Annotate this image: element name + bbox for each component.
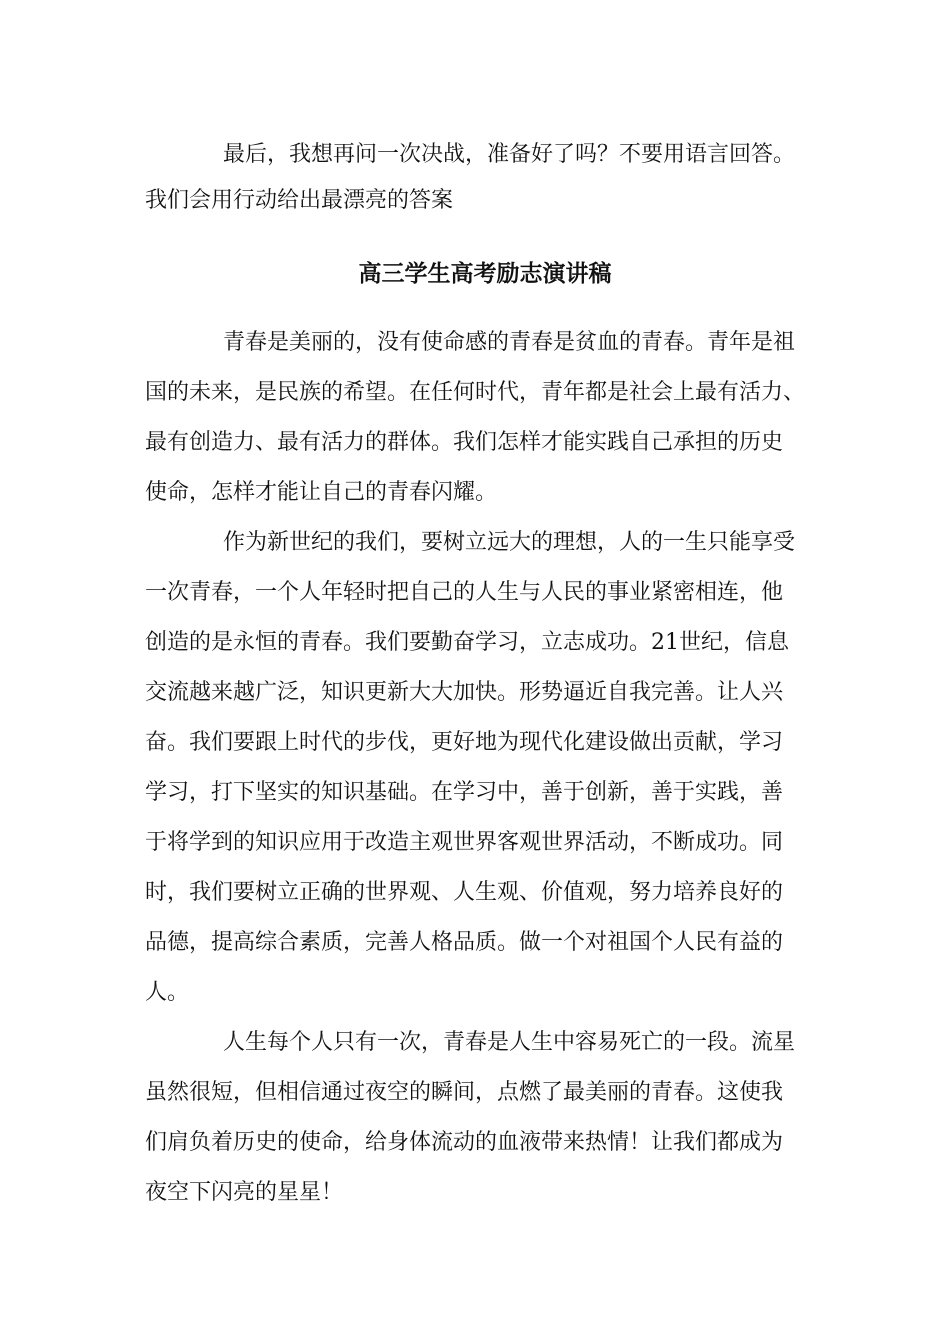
paragraph-line: 虽然很短，但相信通过夜空的瞬间，点燃了最美丽的青春。这使我 (145, 1080, 784, 1105)
paragraph-line: 创造的是永恒的青春。我们要勤奋学习，立志成功。21世纪，信息 (145, 630, 789, 655)
paragraph-line: 使命，怎样才能让自己的青春闪耀。 (145, 480, 498, 505)
paragraph-line: 国的未来，是民族的希望。在任何时代，青年都是社会上最有活力、 (145, 380, 806, 405)
paragraph-line: 人。 (145, 980, 190, 1005)
paragraph-line: 们肩负着历史的使命，给身体流动的血液带来热情！让我们都成为 (145, 1130, 784, 1155)
paragraph-line: 人生每个人只有一次，青春是人生中容易死亡的一段。流星 (223, 1030, 796, 1055)
paragraph-line: 于将学到的知识应用于改造主观世界客观世界活动，不断成功。同 (145, 830, 784, 855)
paragraph-line: 时，我们要树立正确的世界观、人生观、价值观，努力培养良好的 (145, 880, 784, 905)
paragraph-line: 一次青春，一个人年轻时把自己的人生与人民的事业紧密相连，他 (145, 580, 784, 605)
paragraph-line: 夜空下闪亮的星星！ (145, 1180, 344, 1205)
paragraph-line: 学习，打下坚实的知识基础。在学习中，善于创新，善于实践，善 (145, 780, 784, 805)
paragraph-line: 青春是美丽的，没有使命感的青春是贫血的青春。青年是祖 (223, 330, 796, 355)
paragraph-line: 最后，我想再问一次决战，准备好了吗？不要用语言回答。 (223, 142, 796, 167)
paragraph-line: 奋。我们要跟上时代的步伐，更好地为现代化建设做出贡献，学习 (145, 730, 784, 755)
paragraph-line: 交流越来越广泛，知识更新大大加快。形势逼近自我完善。让人兴 (145, 680, 784, 705)
paragraph-line: 品德，提高综合素质，完善人格品质。做一个对祖国个人民有益的 (145, 930, 784, 955)
paragraph-line: 最有创造力、最有活力的群体。我们怎样才能实践自己承担的历史 (145, 430, 784, 455)
paragraph-line: 我们会用行动给出最漂亮的答案 (145, 188, 454, 213)
paragraph-line: 作为新世纪的我们，要树立远大的理想，人的一生只能享受 (223, 530, 796, 555)
page-title: 高三学生高考励志演讲稿 (358, 260, 612, 287)
